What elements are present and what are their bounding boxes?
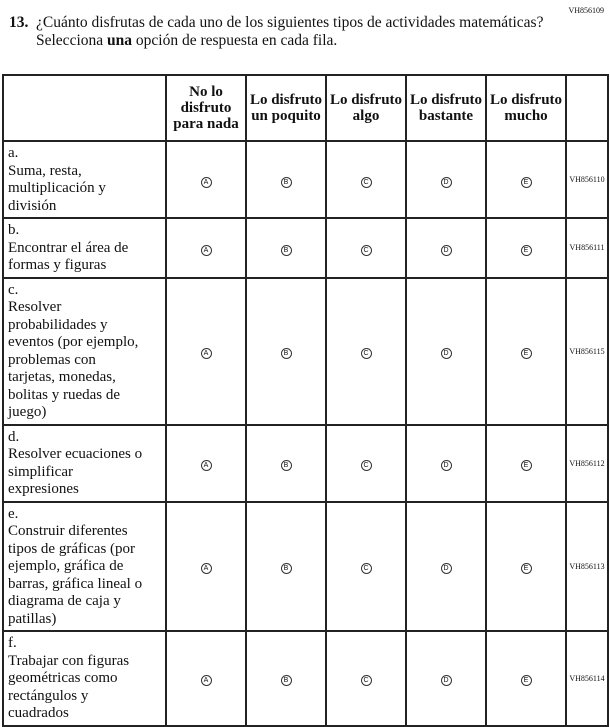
- option-cell: [486, 141, 566, 218]
- column-header: Lo disfruto algo: [326, 75, 406, 141]
- activity-label: [3, 141, 166, 218]
- radio-bubble-b[interactable]: B: [281, 563, 292, 574]
- radio-bubble-a[interactable]: A: [201, 563, 212, 574]
- option-cell: [166, 502, 246, 632]
- option-cell: [406, 631, 486, 726]
- row-text: Encontrar el área de formas y figuras: [8, 239, 129, 273]
- row-text: Resolver ecuaciones o simplificar expresiones: [8, 446, 143, 497]
- question-emphasis: una: [107, 32, 133, 49]
- radio-bubble-e[interactable]: E: [521, 563, 532, 574]
- row-letter: b.: [8, 222, 20, 238]
- question-text-2: opción de respuesta en cada fila.: [132, 32, 338, 49]
- activity-label: [3, 425, 166, 502]
- response-grid: [2, 74, 609, 727]
- question-text: [36, 14, 569, 50]
- radio-bubble-c[interactable]: C: [361, 675, 372, 686]
- option-cell: [406, 141, 486, 218]
- row-code: VH856111: [566, 218, 608, 278]
- option-cell: [166, 631, 246, 726]
- option-cell: [246, 218, 326, 278]
- option-cell: [166, 218, 246, 278]
- radio-bubble-a[interactable]: A: [201, 177, 212, 188]
- radio-bubble-d[interactable]: D: [441, 460, 452, 471]
- radio-bubble-d[interactable]: D: [441, 563, 452, 574]
- radio-bubble-c[interactable]: C: [361, 563, 372, 574]
- radio-bubble-d[interactable]: D: [441, 177, 452, 188]
- radio-bubble-b[interactable]: B: [281, 460, 292, 471]
- row-code: VH856110: [566, 141, 608, 218]
- table-row: [3, 425, 608, 502]
- row-code: VH856112: [566, 425, 608, 502]
- activity-label: [3, 278, 166, 425]
- column-header: Lo disfruto mucho: [486, 75, 566, 141]
- row-letter: a.: [8, 145, 19, 161]
- option-cell: [166, 425, 246, 502]
- radio-bubble-e[interactable]: E: [521, 245, 532, 256]
- header-blank: [566, 75, 608, 141]
- option-cell: [406, 278, 486, 425]
- radio-bubble-b[interactable]: B: [281, 245, 292, 256]
- option-cell: [246, 278, 326, 425]
- row-letter: c.: [8, 281, 19, 298]
- table-row: [3, 141, 608, 218]
- radio-bubble-a[interactable]: A: [201, 460, 212, 471]
- option-cell: [166, 141, 246, 218]
- row-letter: e.: [8, 505, 19, 522]
- radio-bubble-b[interactable]: B: [281, 177, 292, 188]
- table-row: [3, 631, 608, 726]
- radio-bubble-e[interactable]: E: [521, 675, 532, 686]
- option-cell: [486, 502, 566, 632]
- radio-bubble-e[interactable]: E: [521, 460, 532, 471]
- option-cell: [246, 631, 326, 726]
- option-cell: [326, 141, 406, 218]
- row-text: Construir diferentes tipos de gráficas (por ejemplo, gráfica de barras, gráfica lineal o diagrama de caja y patillas): [8, 523, 143, 627]
- activity-label: [3, 218, 166, 278]
- radio-bubble-c[interactable]: C: [361, 348, 372, 359]
- item-code: VH856109: [568, 6, 604, 15]
- option-cell: [486, 218, 566, 278]
- option-cell: [246, 141, 326, 218]
- row-code: VH856115: [566, 278, 608, 425]
- activity-label: [3, 631, 166, 726]
- row-text: Suma, resta, multiplicación y división: [8, 162, 106, 214]
- radio-bubble-a[interactable]: A: [201, 348, 212, 359]
- radio-bubble-b[interactable]: B: [281, 348, 292, 359]
- column-header: Lo disfruto un poquito: [246, 75, 326, 141]
- option-cell: [486, 425, 566, 502]
- radio-bubble-c[interactable]: C: [361, 177, 372, 188]
- row-text: Resolver probabilidades y eventos (por ejemplo, problemas con tarjetas, monedas, bolitas y ruedas de juego): [8, 299, 139, 420]
- question-text-1: ¿Cuánto disfrutas de cada uno de los siguientes tipos de actividades matemáticas? Selecciona: [36, 14, 544, 49]
- radio-bubble-a[interactable]: A: [201, 675, 212, 686]
- table-row: [3, 502, 608, 632]
- radio-bubble-e[interactable]: E: [521, 348, 532, 359]
- radio-bubble-c[interactable]: C: [361, 245, 372, 256]
- option-cell: [406, 425, 486, 502]
- option-cell: [406, 218, 486, 278]
- column-header: No lo disfruto para nada: [166, 75, 246, 141]
- table-row: [3, 218, 608, 278]
- row-code: VH856114: [566, 631, 608, 726]
- question-number: 13.: [9, 14, 29, 31]
- option-cell: [246, 502, 326, 632]
- row-code: VH856113: [566, 502, 608, 632]
- option-cell: [326, 278, 406, 425]
- question: [9, 14, 569, 50]
- radio-bubble-a[interactable]: A: [201, 245, 212, 256]
- option-cell: [486, 278, 566, 425]
- radio-bubble-d[interactable]: D: [441, 675, 452, 686]
- row-text: Trabajar con figuras geométricas como rectángulos y cuadrados: [8, 652, 130, 721]
- option-cell: [406, 502, 486, 632]
- option-cell: [326, 425, 406, 502]
- column-header: Lo disfruto bastante: [406, 75, 486, 141]
- row-letter: f.: [8, 635, 17, 651]
- option-cell: [486, 631, 566, 726]
- radio-bubble-e[interactable]: E: [521, 177, 532, 188]
- option-cell: [166, 278, 246, 425]
- row-letter: d.: [8, 428, 20, 445]
- activity-label: [3, 502, 166, 632]
- option-cell: [326, 502, 406, 632]
- option-cell: [246, 425, 326, 502]
- radio-bubble-d[interactable]: D: [441, 245, 452, 256]
- option-cell: [326, 631, 406, 726]
- radio-bubble-d[interactable]: D: [441, 348, 452, 359]
- radio-bubble-c[interactable]: C: [361, 460, 372, 471]
- radio-bubble-b[interactable]: B: [281, 675, 292, 686]
- table-row: [3, 278, 608, 425]
- header-blank: [3, 75, 166, 141]
- header-row: [3, 75, 608, 141]
- option-cell: [326, 218, 406, 278]
